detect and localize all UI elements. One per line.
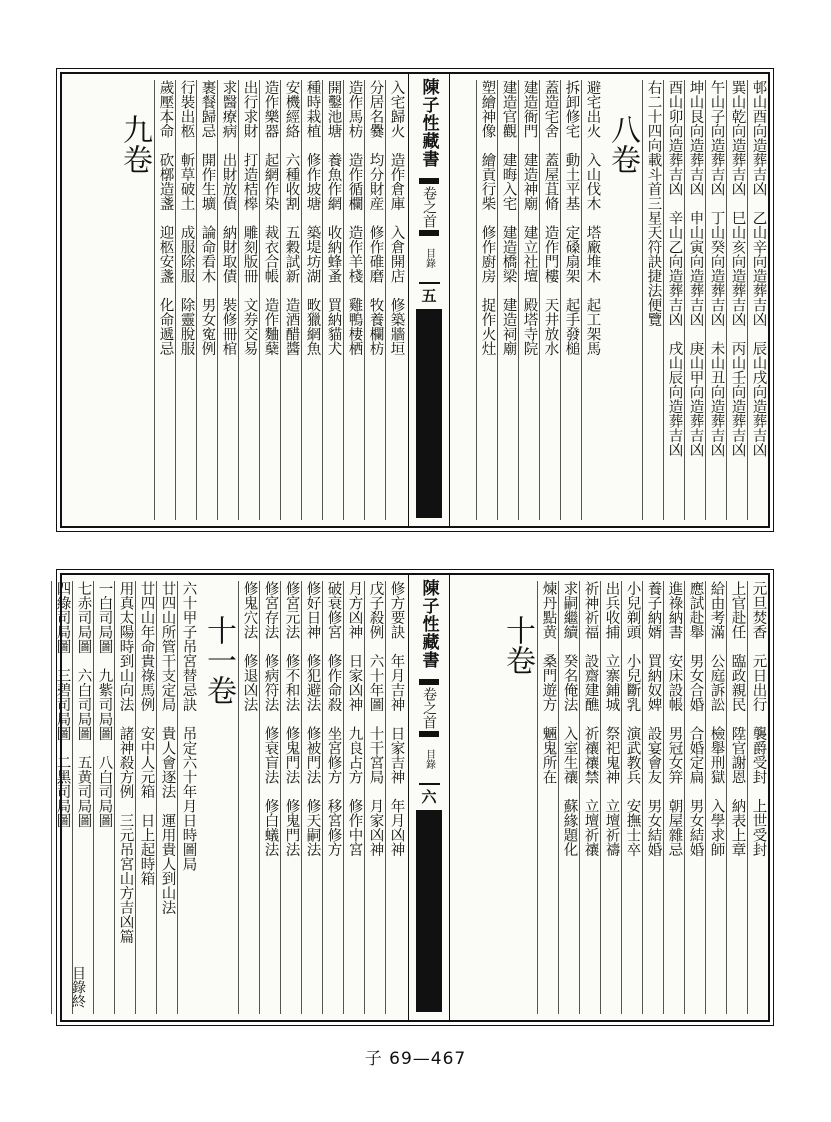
top-right-entry-5: 塑繪神像 繪貢行柴 修作廚房 捉作火灶 <box>476 80 497 520</box>
bottom-right-entry-10: 煉丹點黄 桑門遊方 魎鬼所在 <box>537 581 558 1014</box>
bottom-far-left-entry-5: 七赤司局圖 六白司局圖 五黄司局圖 <box>72 581 93 1014</box>
bottom-far-left-entry-0: 六十甲子吊宮替忌訣 吊定六十年月日時圖局 <box>177 581 198 1014</box>
end-of-contents-mark: 目錄終 <box>70 966 86 1008</box>
top-right-col-1: 巽山乾向造葬吉凶 巳山亥向造葬吉凶 丙山壬向造葬吉凶 <box>726 80 747 520</box>
spine-black-band <box>416 810 442 1012</box>
book-title: 陳子性藏書 <box>418 78 439 168</box>
bottom-left-entry-2: 月方凶神 日家凶神 九良占方 修作中宮 <box>343 581 364 1014</box>
top-spine <box>408 74 450 526</box>
bottom-right-entry-1: 上官赴任 臨政親民 陞官謝恩 納表上章 <box>726 581 747 1014</box>
top-left-entry-3: 開鑿池塘 養魚作網 收納蜂蚤 買納貓犬 <box>322 80 343 520</box>
top-right-col-0: 邨山酉向造葬吉凶 乙山辛向造葬吉凶 辰山戌向造葬吉凶 <box>747 80 768 520</box>
bottom-left-entry-1: 戊子殺例 六十年圖 十干宮局 月家凶神 <box>364 581 385 1014</box>
top-right-col-5: 右二十四向載斗首三星天符訣捷法便覽 <box>642 80 663 520</box>
bottom-left-entry-4: 修好日神 修犯避法 修被門法 修天嗣法 <box>301 581 322 1014</box>
bottom-left-columns <box>54 581 406 1014</box>
book-title: 陳子性藏書 <box>418 579 439 669</box>
top-right-col-3: 坤山艮向造葬吉凶 申山寅向造葬吉凶 庚山甲向造葬吉凶 <box>684 80 705 520</box>
top-right-entry-2: 蓋造宅舍 蓋屋苴脩 造作門樓 天井放水 <box>539 80 560 520</box>
top-left-entry-8: 求醫療病 出財放債 納財取債 裝修冊棺 <box>217 80 238 520</box>
top-left-columns <box>66 80 406 520</box>
top-right-col-4: 酉山卯向造葬吉凶 辛山乙向造葬吉凶 戌山辰向造葬吉凶 <box>663 80 684 520</box>
top-left-entry-1: 分居名爨 均分財産 修作碓磨 牧養欄枋 <box>364 80 385 520</box>
top-right-entry-3: 建造衙門 建造神廟 建立社壇 殿塔寺院 <box>518 80 539 520</box>
top-left-entry-7: 出行求財 打造桔槔 雕刻版冊 文券交易 <box>238 80 259 520</box>
bottom-left-entry-6: 修宮存法 修病符法 修衰盲法 修白蟻法 <box>259 581 280 1014</box>
top-left-entry-6: 造作樂器 起網作染 裁衣合帳 造作麯蘖 <box>259 80 280 520</box>
top-left-heading: 九卷 <box>117 114 152 174</box>
top-left-entry-4: 種時栽植 修作坡塘 築堤坊湖 畋獵網魚 <box>301 80 322 520</box>
top-right-entry-4: 建造官觀 建晦入宅 建造橋梁 建造祠廟 <box>497 80 518 520</box>
bottom-right-entry-4: 進祿納書 安床設帳 男冠女笄 朝屋雜忌 <box>663 581 684 1014</box>
juan-label: 卷之首 <box>419 679 439 737</box>
bottom-right-entry-5: 養子納婿 買納奴婢 設宴會友 男女結婚 <box>642 581 663 1014</box>
bottom-left-entry-0: 修方要訣 年月吉神 日家吉神 年月凶神 <box>385 581 406 1014</box>
bottom-right-entry-0: 元旦焚香 元日出行 襲爵受封 上世受封 <box>747 581 768 1014</box>
top-right-col-2: 午山子向造葬吉凶 丁山癸向造葬吉凶 未山丑向造葬吉凶 <box>705 80 726 520</box>
bottom-left-entry-7: 修鬼穴法 修退凶法 <box>238 581 259 1014</box>
top-right-heading: 八卷 <box>605 114 640 174</box>
top-left-entry-0: 入宅歸火 造作倉庫 入倉開店 修築牆垣 <box>385 80 406 520</box>
bottom-spine <box>408 575 450 1020</box>
bottom-far-left-entry-3: 用真太陽時到山向法 諸神殺方例 三元吊宮山方吉凶篇 <box>114 581 135 1014</box>
bottom-right-entry-6: 小兒剃頭 小兒斷乳 演武教兵 安撫士卒 <box>621 581 642 1014</box>
mulu-label: 目錄 <box>423 749 435 769</box>
bottom-left-entry-3: 破衰修宮 修作命殺 坐宮修方 移宮修方 <box>322 581 343 1014</box>
bottom-right-entry-7: 出兵收捕 立寨鋪城 祭祀鬼神 立壇祈禱 <box>600 581 621 1014</box>
top-right-entry-0: 避宅出火 入山伐木 塔廠堆木 起工架馬 <box>581 80 602 520</box>
bottom-far-left-entry-2: 廿四山年命貴祿馬例 安中人元箱 日上起時箱 <box>135 581 156 1014</box>
bottom-right-columns <box>450 581 768 1014</box>
leaf-number: 六 <box>419 783 440 804</box>
bottom-right-entry-3: 應試赴舉 男女合婚 合婚定扁 男女結婚 <box>684 581 705 1014</box>
bottom-right-entry-2: 給由考滿 公庭訴訟 檢舉刑獄 入學求師 <box>705 581 726 1014</box>
bottom-right-entry-9: 求嗣繼續 癸名俺法 入室生禳 蘇緣題化 <box>558 581 579 1014</box>
bottom-page <box>54 573 770 1022</box>
bottom-left-entry-5: 修宮元法 修不和法 修鬼門法 修鬼門法 <box>280 581 301 1014</box>
page-footer-label: 子 69—467 <box>364 1049 467 1069</box>
bottom-far-left-entry-4: 一白司局圖 九紫司局圖 八白司局圖 <box>93 581 114 1014</box>
top-right-columns <box>450 80 768 520</box>
top-left-entry-5: 安機經絡 六種收割 五穀試新 造酒醋醬 <box>280 80 301 520</box>
bottom-right-entry-8: 祈神祈福 設齋建醮 祈禳禳禁 立壇祈禳 <box>579 581 600 1014</box>
top-left-entry-11: 歲壓本命 砍槨造盞 迎柩安盞 化命遞忌 <box>154 80 175 520</box>
mulu-label: 目錄 <box>423 248 435 268</box>
top-left-entry-10: 行裝出柩 斬草破土 成服除服 除靈脫服 <box>175 80 196 520</box>
top-page <box>60 72 770 528</box>
bottom-far-left-entry-6: 四綠司局圖 三碧司局圖 二黑司局圖 <box>51 581 72 1014</box>
spine-black-band <box>416 309 442 518</box>
bottom-far-left-entry-1: 廿四山所管干支定局 貴人會逐法 運用貴人到山法 <box>156 581 177 1014</box>
top-right-entry-1: 拆卸修宅 動土平基 定磉扇架 起手發槌 <box>560 80 581 520</box>
juan-label: 卷之首 <box>419 178 439 236</box>
bottom-left-heading: 十一卷 <box>201 615 236 705</box>
top-left-entry-9: 裹餐歸忌 開作生壙 論命看木 男女寃例 <box>196 80 217 520</box>
bottom-right-heading: 十卷 <box>500 615 535 675</box>
top-left-entry-2: 造作馬枋 造作循欄 造作羊棧 雞鴨棲栖 <box>343 80 364 520</box>
leaf-number: 五 <box>419 282 440 303</box>
